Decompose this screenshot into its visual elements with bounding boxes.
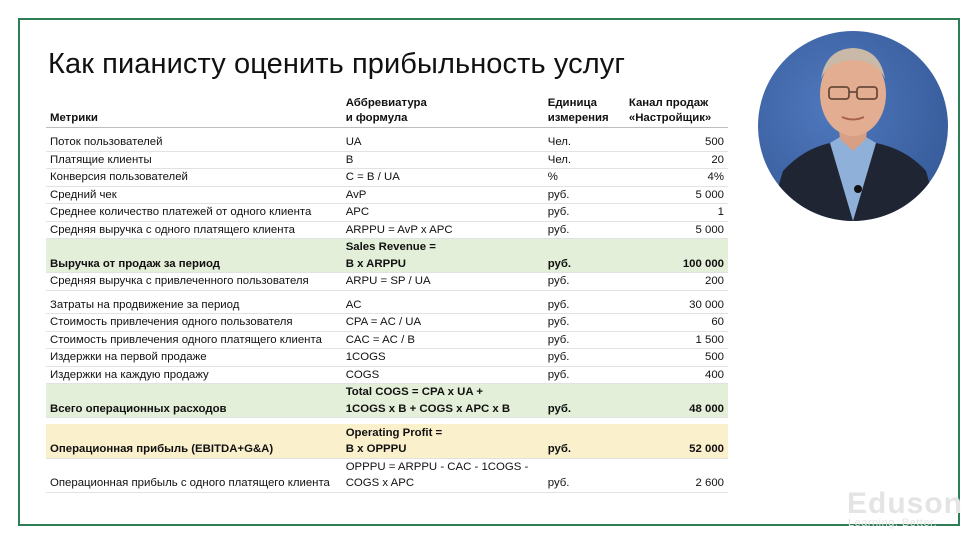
formula-cell: C = B / UA [345,171,400,183]
unit-cell: руб. [547,368,570,381]
eduson-logo: Eduson [847,487,963,520]
value-cell: 20 [711,153,724,166]
table-row [46,458,728,492]
header-unit: Единица измерения [547,97,609,124]
table-row [46,204,728,222]
value-cell: 500 [704,136,724,148]
value-cell: 2 600 [695,477,724,489]
metric-cell: Платящие клиенты [50,153,152,166]
unit-cell: руб. [547,298,570,311]
header-channel: Канал продаж «Настройщик» [628,97,712,124]
unit-cell: руб. [547,333,570,346]
formula-cell: B [345,153,354,166]
table-row-highlight [46,384,728,418]
metric-cell: Операционная прибыль (EBITDA+G&A) [50,443,274,455]
unit-cell: руб. [547,402,572,415]
table-row [46,186,728,204]
formula-cell: COGS [345,368,380,381]
table-row [46,366,728,384]
unit-cell: Чел. [547,153,572,166]
value-cell: 1 500 [695,333,724,346]
value-cell: 500 [704,351,724,363]
table-row [46,221,728,239]
formula-cell: Sales Revenue = B x ARPPU [345,241,436,270]
formula-cell: APC [345,206,370,218]
metric-cell: Среднее количество платежей от одного клиента [50,206,312,218]
table-row [46,349,728,367]
table-row-highlight [46,239,728,273]
unit-cell: руб. [547,351,570,363]
table-row-highlight [46,424,728,458]
value-cell: 200 [704,275,724,287]
table-row [46,169,728,187]
value-cell: 48 000 [689,402,724,415]
formula-cell: Total COGS = CPA x UA + 1COGS x B + COGS x APC x B [345,386,511,415]
table-header-row [46,96,728,128]
formula-cell: ARPPU = AvP x APC [345,223,453,236]
table-row [46,134,728,151]
metric-cell: Всего операционных расходов [50,402,227,415]
table-row [46,297,728,314]
unit-cell: руб. [547,275,570,287]
eduson-tagline: Learning. Better. [848,517,938,529]
value-cell: 1 [717,206,724,218]
metrics-table [46,96,728,493]
metric-cell: Средняя выручка с привлеченного пользователя [50,275,309,287]
metric-cell: Стоимость привлечения одного пользователя [50,316,293,328]
value-cell: 60 [711,316,724,328]
table-row [46,151,728,169]
metric-cell: Поток пользователей [50,136,163,148]
metric-cell: Издержки на первой продаже [50,351,207,363]
metric-cell: Выручка от продаж за период [50,257,221,270]
value-cell: 100 000 [682,257,724,270]
formula-cell: CAC = AC / B [345,333,416,346]
formula-cell: UA [345,136,362,148]
unit-cell: руб. [547,188,570,201]
unit-cell: руб. [547,257,572,270]
speaker-portrait [758,31,948,221]
unit-cell: руб. [547,477,570,489]
metric-cell: Затраты на продвижение за период [50,298,240,311]
formula-cell: AC [345,298,362,311]
metric-cell: Средняя выручка с одного платящего клиента [50,223,295,236]
unit-cell: % [547,171,558,183]
unit-cell: руб. [547,443,572,455]
table-row [46,331,728,349]
unit-cell: руб. [547,316,570,328]
metric-cell: Операционная прибыль с одного платящего клиента [50,477,330,489]
table-row [46,314,728,332]
value-cell: 4% [707,171,724,183]
unit-cell: руб. [547,206,570,218]
metric-cell: Средний чек [50,188,117,201]
value-cell: 5 000 [695,188,724,201]
formula-cell: CPA = AC / UA [345,316,422,328]
value-cell: 400 [704,368,724,381]
formula-cell: AvP [345,188,367,201]
speaker-video-avatar [758,31,948,221]
metric-cell: Стоимость привлечения одного платящего клиента [50,333,322,346]
value-cell: 30 000 [689,298,724,311]
formula-cell: 1COGS [345,351,386,363]
unit-cell: руб. [547,223,570,236]
value-cell: 52 000 [689,443,724,455]
metric-cell: Конверсия пользователей [50,171,188,183]
table-row [46,273,728,291]
slide-title: Как пианисту оценить прибыльность услуг [48,48,626,80]
formula-cell: Operating Profit = B x OPPPU [345,426,443,455]
value-cell: 5 000 [695,223,724,236]
unit-cell: Чел. [547,136,572,148]
header-metrics: Метрики [50,112,98,124]
formula-cell: OPPPU = ARPPU - CAC - 1COGS - COGS x APC [345,460,529,489]
metric-cell: Издержки на каждую продажу [50,368,209,381]
formula-cell: ARPU = SP / UA [345,275,431,287]
header-formula: Аббревиатура и формула [345,97,427,124]
